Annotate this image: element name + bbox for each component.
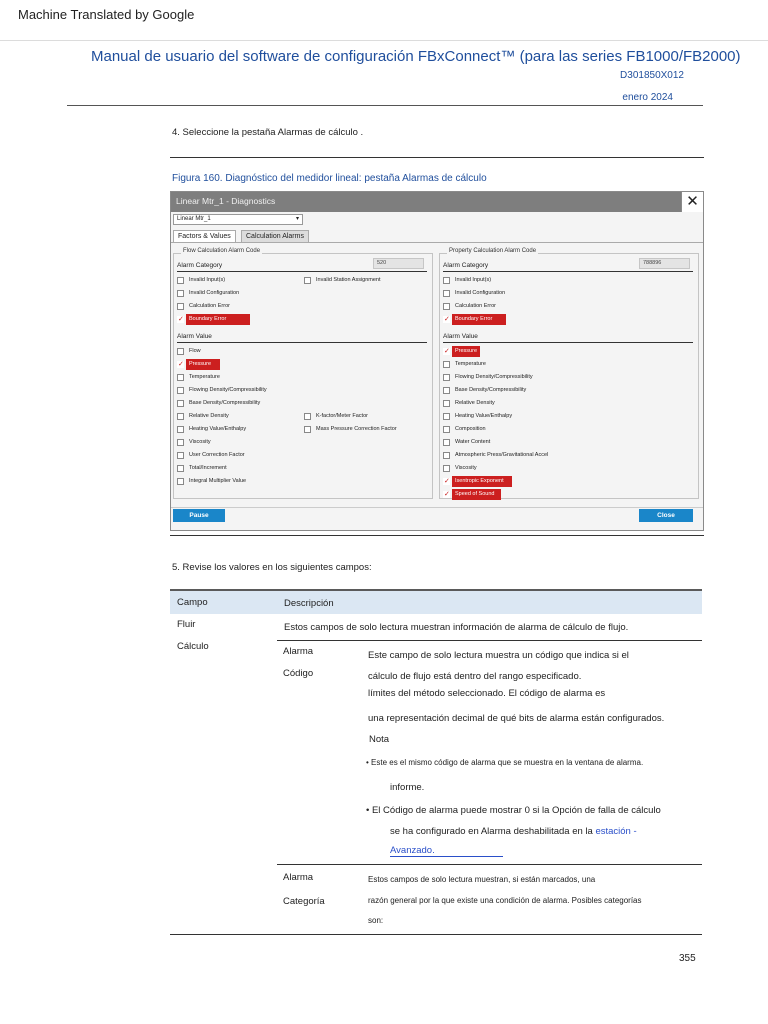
advanced-link-underline: [390, 856, 503, 857]
alarm-code-desc-2: cálculo de flujo está dentro del rango especificado.: [368, 671, 582, 682]
pause-button[interactable]: Pause: [173, 509, 225, 522]
checkbox[interactable]: [443, 387, 450, 394]
property-value-label: Alarm Value: [443, 333, 478, 340]
close-button[interactable]: Close: [639, 509, 693, 522]
alarm-category-desc-3: son:: [368, 916, 384, 925]
checkbox[interactable]: [177, 387, 184, 394]
meter-select[interactable]: [173, 214, 303, 225]
property-group-title: Property Calculation Alarm Code: [449, 248, 537, 254]
alarm-code-desc-4: una representación decimal de qué bits de alarma están configurados.: [368, 713, 665, 724]
chevron-down-icon: ▾: [295, 216, 299, 222]
note-heading: Nota: [369, 734, 390, 745]
subfield-alarm-category-line1: Alarma: [283, 872, 314, 883]
page-number: 355: [679, 953, 696, 964]
checkbox-checked[interactable]: [443, 491, 450, 498]
row-divider: [277, 640, 702, 641]
tab-underline: [171, 242, 703, 243]
subfield-alarm-code-line2: Código: [283, 668, 314, 679]
figure-top-rule: [170, 157, 704, 158]
machine-translated-banner: Machine Translated by Google: [18, 7, 195, 22]
checkbox[interactable]: [177, 374, 184, 381]
checkbox[interactable]: [177, 452, 184, 459]
property-alarm-code: 788896: [639, 258, 690, 269]
flow-group-title: Flow Calculation Alarm Code: [183, 248, 261, 254]
checkbox[interactable]: [443, 400, 450, 407]
table-bottom-rule: [170, 934, 702, 935]
document-title: Manual de usuario del software de configuración FBxConnect™ (para las series FB1000/FB2000): [91, 48, 741, 65]
step-5-text: 5. Revise los valores en los siguientes campos:: [172, 562, 372, 573]
note-bullet-2: • El Código de alarma puede mostrar 0 si la Opción de falla de cálculo: [366, 805, 661, 816]
checkbox[interactable]: [177, 478, 184, 485]
checkbox[interactable]: [443, 361, 450, 368]
checkbox-checked[interactable]: [177, 361, 184, 368]
flow-alarm-code: 520: [373, 258, 424, 269]
checkbox[interactable]: [177, 426, 184, 433]
flow-category-label: Alarm Category: [177, 262, 223, 269]
flow-value-label: Alarm Value: [177, 333, 212, 340]
checkbox-checked[interactable]: [177, 316, 184, 323]
close-icon[interactable]: ✕: [681, 192, 703, 212]
figure-bottom-rule: [170, 535, 704, 536]
checkbox[interactable]: [177, 439, 184, 446]
note-bullet-2-cont: se ha configurado en Alarma deshabilitada en la estación -: [390, 826, 637, 837]
banner-divider: [0, 40, 768, 41]
field-name-line1: Fluir: [177, 619, 196, 630]
checkbox[interactable]: [443, 452, 450, 459]
property-value-rule: [443, 342, 693, 343]
field-name-line2: Cálculo: [177, 641, 209, 652]
checkbox[interactable]: [177, 290, 184, 297]
checkbox[interactable]: [177, 277, 184, 284]
note-bullet-1: • Este es el mismo código de alarma que se muestra en la ventana de alarma.: [366, 758, 644, 767]
advanced-link[interactable]: Avanzado.: [390, 845, 435, 856]
checkbox[interactable]: [304, 277, 311, 284]
checkbox[interactable]: [443, 465, 450, 472]
figure-caption: Figura 160. Diagnóstico del medidor lineal: pestaña Alarmas de cálculo: [172, 173, 487, 184]
property-category-label: Alarm Category: [443, 262, 489, 269]
checkbox[interactable]: [443, 439, 450, 446]
alarm-category-desc-2: razón general por la que existe una condición de alarma. Posibles categorías: [368, 896, 642, 905]
alarm-code-desc-3: límites del método seleccionado. El código de alarma es: [368, 688, 606, 699]
step-4-text: 4. Seleccione la pestaña Alarmas de cálculo .: [172, 127, 364, 138]
diagnostics-dialog: Linear Mtr_1 - Diagnostics ✕ Linear Mtr_1 ▾ Factors & Values Calculation Alarms Flow Calculation Alarm Code 520 Alarm Category Invalid Input(s) Invalid Station Assignment Invalid Configuration Calculation Error ✓ Boundary Error Alarm Value Flow ✓ Pressure Temperature Flowing Density/Compressibility Base Density/Compressibility Relative Density K-factor/Meter Factor Heating Value/Enthalpy Mass Pressure Correction Factor Viscosity User Correction Factor Total/Increment Integral Multiplier Value Property Calculation Alarm Code 788896 Alarm Category Invalid Input(s) Invalid Configuration Calculation Error ✓ Boundary Error Alarm Value ✓ Pressure Temperature Flowing Density/Compressibility Base Density/Compressibility Relative Density Heating Value/Enthalpy Composition Water Content Atmospheric Press/Gravitational Accel Viscosity ✓ Isentropic Exponent ✓ Speed of Sound Pause Close: [170, 191, 704, 531]
flow-value-rule: [177, 342, 427, 343]
flow-category-rule: [177, 271, 427, 272]
property-category-rule: [443, 271, 693, 272]
station-link[interactable]: estación -: [595, 826, 637, 837]
alarm-category-desc-1: Estos campos de solo lectura muestran, si están marcados, una: [368, 875, 596, 884]
checkbox[interactable]: [443, 374, 450, 381]
table-header-row: [170, 591, 702, 614]
checkbox[interactable]: [177, 348, 184, 355]
checkbox[interactable]: [443, 413, 450, 420]
meter-select-value: Linear Mtr_1: [177, 216, 211, 222]
checkbox[interactable]: [443, 277, 450, 284]
checkbox-checked[interactable]: [443, 348, 450, 355]
document-id: D301850X012: [620, 70, 684, 81]
header-rule: [67, 105, 703, 106]
checkbox[interactable]: [177, 465, 184, 472]
dialog-title: Linear Mtr_1 - Diagnostics: [176, 196, 276, 206]
document-date: enero 2024: [622, 92, 673, 103]
note-bullet-1-cont: informe.: [390, 782, 425, 793]
tab-calculation-alarms[interactable]: Calculation Alarms: [241, 230, 309, 242]
checkbox[interactable]: [304, 426, 311, 433]
checkbox-checked[interactable]: [443, 478, 450, 485]
subrow-divider: [277, 864, 702, 865]
checkbox[interactable]: [443, 290, 450, 297]
subfield-alarm-code-line1: Alarma: [283, 646, 314, 657]
checkbox-checked[interactable]: [443, 316, 450, 323]
table-header-field: Campo: [177, 597, 208, 608]
tab-factors-values[interactable]: Factors & Values: [173, 230, 236, 242]
checkbox[interactable]: [304, 413, 311, 420]
checkbox[interactable]: [443, 303, 450, 310]
checkbox[interactable]: [177, 303, 184, 310]
table-header-description: Descripción: [284, 598, 334, 609]
checkbox[interactable]: [443, 426, 450, 433]
dialog-titlebar: [171, 192, 703, 212]
alarm-code-desc-1: Este campo de solo lectura muestra un código que indica si el: [368, 650, 629, 661]
checkbox[interactable]: [177, 400, 184, 407]
checkbox[interactable]: [177, 413, 184, 420]
dialog-footer-divider: [171, 507, 703, 508]
row-description: Estos campos de solo lectura muestran información de alarma de cálculo de flujo.: [284, 622, 629, 633]
subfield-alarm-category-line2: Categoría: [283, 896, 325, 907]
